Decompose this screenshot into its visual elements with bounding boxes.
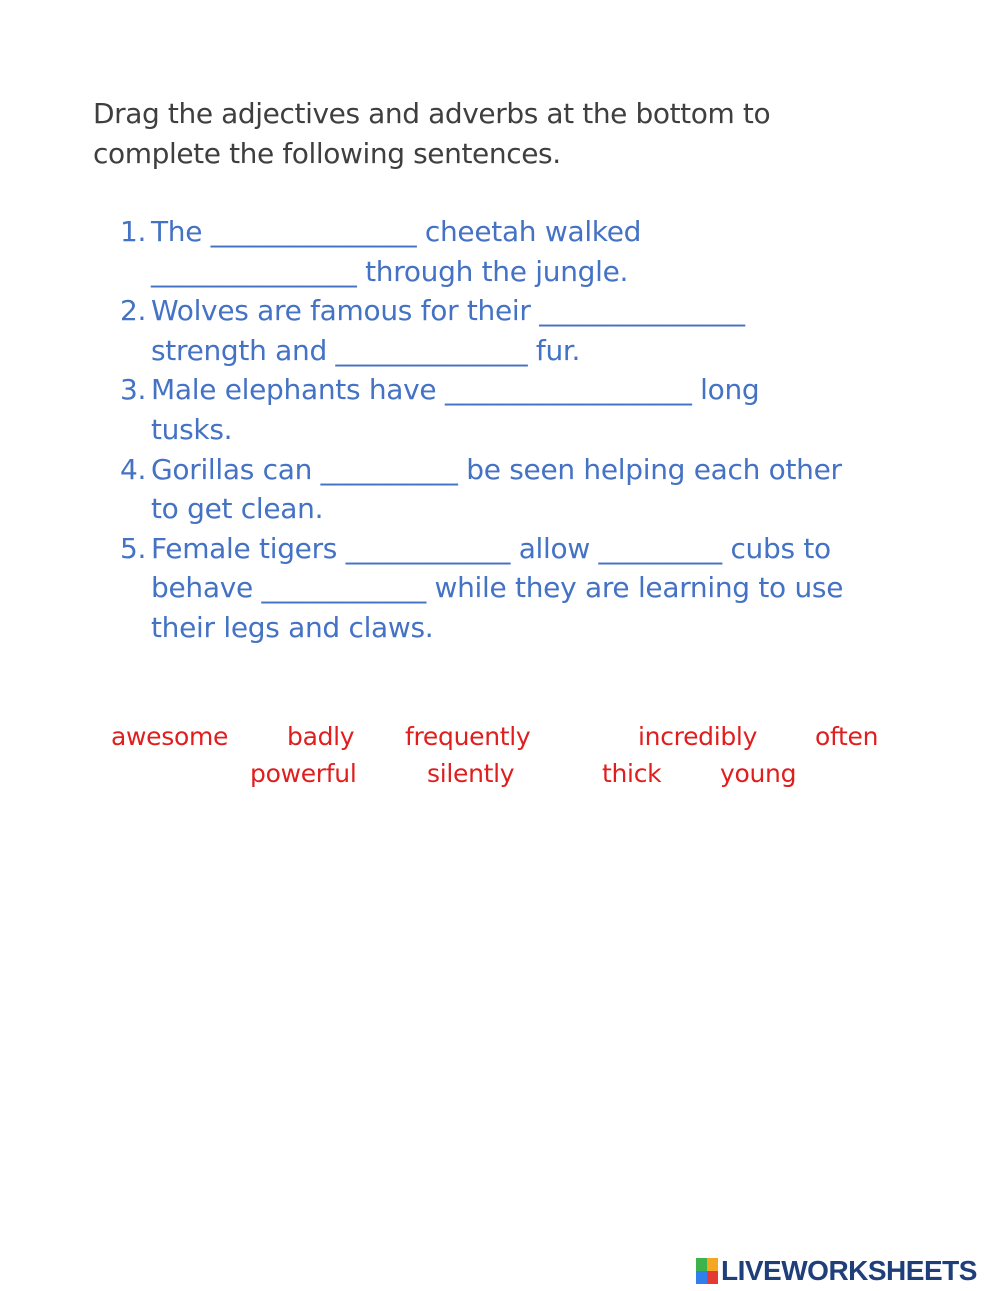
sentence-line: tusks. bbox=[151, 412, 233, 446]
sentence-number: 2. bbox=[120, 294, 147, 328]
draggable-word-badly[interactable]: badly bbox=[287, 722, 355, 751]
sentence-line[interactable]: Female tigers ____________ allow _________ cubs to bbox=[151, 531, 831, 565]
sentence-1 bbox=[120, 212, 920, 291]
sentence-2 bbox=[120, 291, 920, 370]
draggable-word-incredibly[interactable]: incredibly bbox=[638, 722, 758, 751]
logo-text: LIVEWORKSHEETS bbox=[721, 1255, 977, 1286]
draggable-word-awesome[interactable]: awesome bbox=[111, 722, 229, 751]
draggable-word-often[interactable]: often bbox=[815, 722, 879, 751]
draggable-word-young[interactable]: young bbox=[720, 759, 797, 788]
sentence-line: their legs and claws. bbox=[151, 610, 434, 644]
sentence-line[interactable]: behave ____________ while they are learning to use bbox=[151, 571, 844, 605]
draggable-word-thick[interactable]: thick bbox=[602, 759, 662, 788]
sentence-3 bbox=[120, 370, 920, 449]
instructions-line-2: complete the following sentences. bbox=[93, 137, 561, 170]
sentence-line[interactable]: The _______________ cheetah walked bbox=[151, 215, 642, 248]
sentence-number: 1. bbox=[120, 215, 147, 248]
draggable-word-powerful[interactable]: powerful bbox=[250, 759, 357, 788]
sentence-line[interactable]: strength and ______________ fur. bbox=[151, 333, 581, 367]
liveworksheets-logo bbox=[696, 1254, 977, 1288]
sentence-4 bbox=[120, 450, 920, 529]
instructions-line-1: Drag the adjectives and adverbs at the bottom to bbox=[93, 97, 771, 130]
liveworksheets-logo-icon bbox=[696, 1258, 718, 1284]
sentence-line[interactable]: _______________ through the jungle. bbox=[151, 254, 629, 288]
sentence-number: 4. bbox=[120, 452, 147, 486]
sentence-line[interactable]: Male elephants have __________________ long bbox=[151, 373, 760, 407]
instructions bbox=[93, 94, 893, 174]
draggable-word-silently[interactable]: silently bbox=[427, 759, 515, 788]
sentence-line[interactable]: Gorillas can __________ be seen helping each other bbox=[151, 452, 842, 486]
sentence-line: to get clean. bbox=[151, 492, 324, 526]
sentence-line[interactable]: Wolves are famous for their _______________ bbox=[151, 294, 745, 328]
sentence-number: 3. bbox=[120, 373, 147, 407]
sentence-number: 5. bbox=[120, 531, 147, 565]
sentence-list bbox=[120, 212, 920, 648]
sentence-5 bbox=[120, 529, 920, 648]
draggable-word-frequently[interactable]: frequently bbox=[405, 722, 531, 751]
